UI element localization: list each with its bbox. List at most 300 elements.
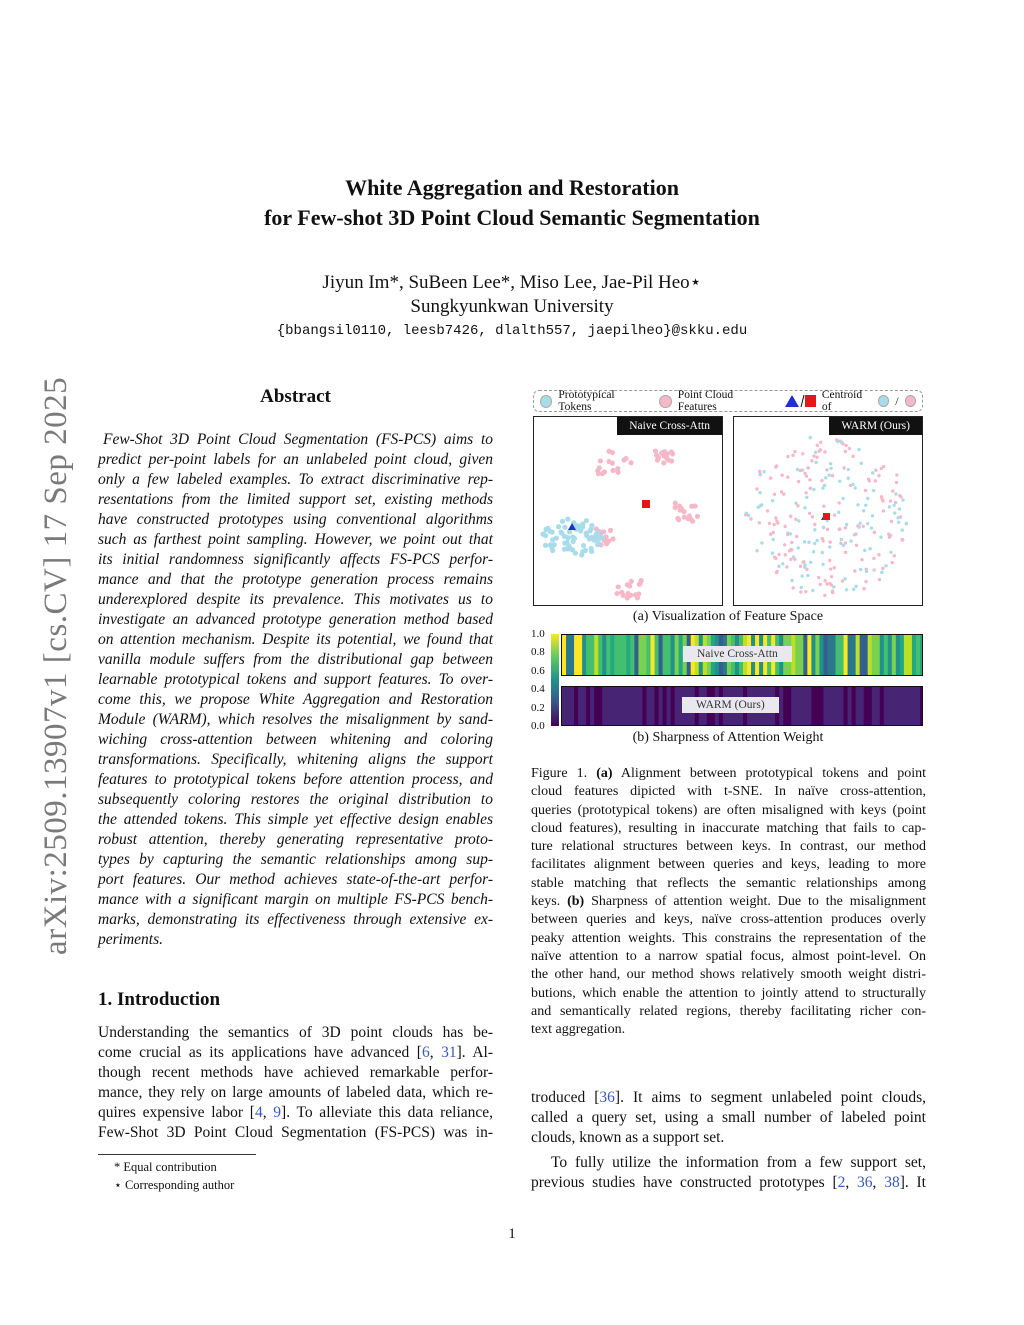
attention-weight-cell	[896, 687, 901, 726]
point-cloud-feature-point	[844, 450, 847, 453]
prototypical-token-point	[543, 543, 548, 548]
abstract-line: subsequently coloring restores the original distribution to	[98, 791, 493, 808]
attention-weight-cell	[892, 687, 897, 726]
citation-link[interactable]: 38	[884, 1174, 900, 1191]
citation-link[interactable]: 36	[599, 1089, 615, 1106]
point-cloud-feature-point	[635, 595, 640, 600]
point-cloud-feature-point	[795, 535, 798, 538]
prototypical-token-point	[814, 451, 817, 454]
attention-weight-cell	[864, 635, 869, 676]
point-cloud-feature-point	[823, 579, 826, 582]
prototypical-token-point	[816, 539, 819, 542]
body-line: called a query set, using a small number of labeled point	[531, 1109, 926, 1126]
prototypical-token-point	[821, 563, 824, 566]
prototypical-token-point	[842, 544, 845, 547]
attention-weight-cell	[823, 687, 828, 726]
point-cloud-feature-point	[888, 535, 891, 538]
attention-weight-cell	[880, 687, 885, 726]
panel-tag-naive: Naive Cross-Attn	[617, 417, 722, 435]
point-cloud-feature-point	[621, 593, 626, 598]
attention-weight-cell	[852, 687, 857, 726]
paper-title-line-2: for Few-shot 3D Point Cloud Semantic Segmentation	[264, 205, 760, 230]
attention-weight-cell	[634, 687, 639, 726]
point-cloud-feature-point	[786, 455, 789, 458]
attention-weight-cell	[663, 687, 668, 726]
point-cloud-feature-point	[815, 456, 818, 459]
attention-weight-cell	[868, 635, 873, 676]
attention-weight-cell	[815, 687, 820, 726]
point-cloud-feature-point	[661, 460, 666, 465]
point-cloud-feature-point	[822, 505, 825, 508]
point-cloud-feature-point	[675, 516, 680, 521]
point-cloud-feature-point	[882, 465, 885, 468]
arxiv-stamp: arXiv:2509.13907v1 [cs.CV] 17 Sep 2025	[38, 376, 74, 955]
point-cloud-feature-point	[786, 475, 789, 478]
point-cloud-feature-point	[769, 476, 772, 479]
prototypical-token-point	[797, 519, 800, 522]
point-cloud-feature-point	[881, 567, 884, 570]
attention-weight-cell	[807, 687, 812, 726]
point-cloud-feature-point	[758, 470, 761, 473]
attention-weight-cell	[582, 635, 587, 676]
prototypical-token-point	[558, 529, 563, 534]
prototypical-token-point	[583, 548, 588, 553]
colorbar-tick-label: 0.8	[531, 646, 545, 659]
point-cloud-feature-point	[893, 554, 896, 557]
attention-weight-cell	[578, 687, 583, 726]
attention-weight-cell	[912, 635, 917, 676]
point-cloud-feature-point	[891, 561, 894, 564]
point-cloud-feature-point	[785, 565, 788, 568]
point-cloud-feature-point	[749, 517, 752, 520]
prototypical-token-point	[870, 526, 873, 529]
centroid-markers-icon	[784, 394, 816, 408]
point-cloud-feature-point	[793, 558, 796, 561]
prototypical-token-point	[755, 549, 758, 552]
point-cloud-feature-point	[808, 478, 811, 481]
prototypical-token-point	[541, 531, 546, 536]
point-cloud-feature-point	[819, 448, 822, 451]
attention-weight-cell	[803, 635, 808, 676]
prototypical-token-point	[814, 461, 817, 464]
attention-weight-cell	[614, 687, 619, 726]
colorbar-tick-label: 1.0	[531, 628, 545, 640]
point-cloud-feature-point	[799, 590, 802, 593]
prototypical-token-point	[892, 504, 895, 507]
prototypical-token-point	[565, 517, 570, 522]
prototypical-token-point	[893, 511, 896, 514]
attention-weight-cell	[598, 687, 603, 726]
attention-weight-cell	[598, 635, 603, 676]
point-cloud-feature-point	[693, 503, 698, 508]
attention-weight-cell	[659, 687, 664, 726]
figure-caption	[531, 765, 926, 1039]
point-cloud-feature-point	[830, 575, 833, 578]
attention-weight-cell	[655, 687, 660, 726]
point-cloud-feature-point	[799, 565, 802, 568]
prototypical-token-point	[570, 534, 575, 539]
prototypical-token-point	[879, 536, 882, 539]
attention-weight-cell	[646, 687, 651, 726]
prototypical-token-point	[845, 588, 848, 591]
citation-link[interactable]: 4	[254, 1104, 263, 1121]
prototypical-token-point	[860, 462, 863, 465]
caption-line: the other hand, our method shows relatively smooth weight distri-	[531, 967, 926, 983]
abstract-line: the attended tokens. This simple yet effective design enables	[98, 811, 493, 828]
prototypical-token-point	[790, 579, 793, 582]
point-cloud-feature-point	[860, 558, 863, 561]
abstract-line: its initial randomness significantly affects FS-PCS perfor-	[98, 551, 493, 568]
point-cloud-feature-point	[826, 528, 829, 531]
prototypical-token-point	[762, 470, 765, 473]
point-cloud-feature-point	[790, 541, 793, 544]
abstract-line: features to prototypical tokens before attention process, and	[98, 771, 493, 788]
prototypical-token-point	[853, 486, 856, 489]
prototypical-token-point	[905, 522, 908, 525]
attention-weight-cell	[844, 687, 849, 726]
prototypical-token-point	[845, 523, 848, 526]
prototypical-token-point	[573, 551, 578, 556]
prototypical-token-point	[758, 491, 761, 494]
attention-weight-cell	[896, 635, 901, 676]
prototypical-token-point	[858, 522, 861, 525]
colorbar-gradient	[551, 634, 559, 726]
prototypical-token-point	[581, 543, 586, 548]
abstract-line: port features. Our method achieves state-of-the-art perfor-	[98, 871, 493, 888]
prototypical-token-point	[862, 509, 865, 512]
attention-weight-cell	[900, 635, 905, 676]
page-number: 1	[508, 1226, 516, 1242]
abstract-line: underexplored despite its prevalence. This motivates us to	[98, 591, 493, 608]
attention-weight-cell	[880, 635, 885, 676]
caption-line: naïve attention to a narrow spatial focus, almost point-level. On	[531, 948, 926, 964]
prototypical-token-point	[747, 514, 750, 517]
attention-weight-cell	[795, 635, 800, 676]
intro-line: mance, they rely on large amounts of labeled data, which re-	[98, 1084, 493, 1101]
point-cloud-feature-point	[877, 474, 880, 477]
prototypical-token-point	[829, 462, 832, 465]
point-cloud-feature-point	[773, 556, 776, 559]
prototypical-token-point	[854, 585, 857, 588]
attention-weight-cell	[638, 687, 643, 726]
colorbar-tick-label: 0.4	[531, 683, 545, 696]
point-cloud-feature-point	[786, 533, 789, 536]
attention-weight-cell	[888, 687, 893, 726]
attention-weight-cell	[827, 635, 832, 676]
prototypical-token-point	[849, 539, 852, 542]
subcaption-a: (a) Visualization of Feature Space	[632, 609, 824, 624]
prototypical-token-point	[857, 448, 860, 451]
point-cloud-feature-point	[777, 553, 780, 556]
point-cloud-feature-point	[874, 469, 877, 472]
point-cloud-feature-point	[864, 580, 867, 583]
point-cloud-feature-point	[669, 449, 674, 454]
scatter-panel-warm	[733, 416, 923, 606]
prototypical-token-point	[797, 546, 800, 549]
point-cloud-feature-point	[867, 478, 870, 481]
attention-weight-cell	[783, 687, 788, 726]
point-cloud-feature-point	[690, 519, 695, 524]
point-cloud-feature-point	[890, 520, 893, 523]
attention-weight-cell	[594, 687, 599, 726]
point-cloud-feature-point	[803, 472, 806, 475]
prototypical-token-point	[847, 468, 850, 471]
prototypical-token-point	[859, 568, 862, 571]
point-cloud-feature-point	[805, 568, 808, 571]
prototypical-token-point	[578, 525, 583, 530]
point-cloud-feature-point	[629, 579, 634, 584]
point-cloud-feature-point	[872, 557, 875, 560]
point-cloud-feature-point	[831, 591, 834, 594]
prototypical-token-point	[843, 577, 846, 580]
prototypical-token-point	[852, 588, 855, 591]
attention-weight-cell	[900, 687, 905, 726]
prototypical-token-point	[760, 503, 763, 506]
body-line: To fully utilize the information from a few support set,	[551, 1154, 926, 1171]
point-cloud-feature-point	[784, 553, 787, 556]
prototypical-token-point	[847, 477, 850, 480]
point-cloud-feature-point	[881, 499, 884, 502]
attention-weight-cell	[892, 635, 897, 676]
attention-weight-cell	[888, 635, 893, 676]
prototypical-token-point	[871, 514, 874, 517]
point-cloud-feature-point	[780, 490, 783, 493]
prototypical-token-point	[863, 549, 866, 552]
attention-weight-cell	[815, 635, 820, 676]
prototypical-token-point	[571, 539, 576, 544]
attention-weight-cell	[626, 687, 631, 726]
abstract-line: periments.	[98, 931, 164, 948]
caption-line: butions, which enable the attention to jointly attend to structurally	[531, 985, 926, 1001]
scatter-panel-naive	[533, 416, 723, 606]
prototypical-token-point	[812, 550, 815, 553]
prototypical-token-point	[566, 535, 571, 540]
point-cloud-feature-point	[783, 525, 786, 528]
attention-weight-cell	[811, 687, 816, 726]
prototypical-token-point	[807, 541, 810, 544]
prototypical-token-point	[771, 499, 774, 502]
point-cloud-feature-point	[851, 455, 854, 458]
point-cloud-feature-point	[835, 438, 838, 441]
prototypical-token-point	[901, 528, 904, 531]
abstract-line: transformations. Specifically, whitening aligns the support	[98, 751, 493, 768]
attention-weight-cell	[582, 687, 587, 726]
attention-weight-cell	[630, 687, 635, 726]
prototypical-token-point	[800, 586, 803, 589]
caption-line: cloud features dipicted with t-SNE. In naïve cross-attention,	[531, 784, 926, 800]
point-cloud-feature-point	[813, 523, 816, 526]
point-cloud-feature-point	[854, 532, 857, 535]
attention-weight-cell	[566, 635, 571, 676]
citation-link[interactable]: 36	[857, 1174, 873, 1191]
attention-weight-cell	[779, 687, 784, 726]
prototypical-token-point	[813, 542, 816, 545]
abstract-body	[98, 430, 493, 950]
point-cloud-feature-point	[816, 444, 819, 447]
point-cloud-feature-point	[775, 570, 778, 573]
attention-weight-cell	[920, 687, 923, 726]
point-cloud-feature-point	[776, 521, 779, 524]
point-cloud-feature-point	[666, 457, 671, 462]
attention-weight-cell	[602, 635, 607, 676]
abstract-line: mance and that the prototype generation process remains	[98, 571, 493, 588]
panel-tag-warm: WARM (Ours)	[829, 417, 922, 435]
point-cloud-feature-point	[844, 444, 847, 447]
attention-weight-cell	[848, 687, 853, 726]
prototypical-token-point	[562, 541, 567, 546]
legend-centroid-label: Centroid of	[821, 389, 863, 413]
point-cloud-feature-point	[677, 504, 682, 509]
citation-link[interactable]: 6	[421, 1044, 430, 1061]
citation-link[interactable]: 9	[273, 1104, 282, 1121]
point-cloud-feature-point	[874, 479, 877, 482]
prototypical-token-point	[772, 538, 775, 541]
attention-weight-cell	[864, 687, 869, 726]
point-cloud-feature-point	[673, 500, 678, 505]
attention-weight-cell	[570, 635, 575, 676]
prototypical-token-point	[894, 492, 897, 495]
attention-weight-cell	[819, 687, 824, 726]
attention-weight-cell	[831, 687, 836, 726]
feature-centroid-square	[642, 500, 650, 508]
point-cloud-feature-point	[598, 458, 603, 463]
point-cloud-feature-point	[853, 569, 856, 572]
attention-weight-cell	[586, 687, 591, 726]
prototypical-token-point	[866, 497, 869, 500]
prototypical-token-point	[897, 516, 900, 519]
attention-weight-cell	[799, 635, 804, 676]
caption-line: Figure 1. (a) Alignment between prototypical tokens and point	[531, 766, 926, 781]
point-cloud-feature-point	[772, 523, 775, 526]
colorbar-tick-label: 0.2	[531, 701, 545, 714]
point-cloud-feature-point	[809, 487, 812, 490]
point-cloud-feature-point	[789, 558, 792, 561]
caption-line: text aggregation.	[531, 1022, 626, 1038]
citation-link[interactable]: 2	[837, 1174, 846, 1191]
prototypical-token-point	[550, 537, 555, 542]
attention-weight-cell	[638, 635, 643, 676]
prototypical-token-point	[824, 476, 827, 479]
point-cloud-feature-point	[682, 515, 687, 520]
point-cloud-feature-point	[695, 514, 700, 519]
point-cloud-feature-point	[780, 474, 783, 477]
attention-weight-cell	[795, 687, 800, 726]
point-cloud-feature-point	[755, 487, 758, 490]
attention-weight-cell	[904, 687, 909, 726]
prototypical-token-point	[888, 505, 891, 508]
abstract-heading: Abstract	[260, 386, 331, 407]
point-cloud-feature-point	[889, 499, 892, 502]
legend-pc-label: Point Cloud Features	[677, 389, 734, 413]
point-cloud-feature-point	[801, 560, 804, 563]
abstract-line: robust attention, thereby generating representative proto-	[98, 831, 493, 848]
point-cloud-feature-point	[799, 469, 802, 472]
prototypical-token-point	[821, 551, 824, 554]
abstract-line: come this, we propose White Aggregation and Restoration	[98, 691, 493, 708]
attention-weight-cell	[614, 635, 619, 676]
point-cloud-feature-point	[820, 479, 823, 482]
point-cloud-feature-point	[898, 494, 901, 497]
intro-line: quires expensive labor [4, 9]. To alleviate this data reliance,	[98, 1104, 494, 1121]
prototypical-token-point	[822, 526, 825, 529]
prototypical-token-point	[757, 506, 760, 509]
prototypical-token-point	[864, 504, 867, 507]
point-cloud-feature-point	[887, 532, 890, 535]
attention-weight-cell	[823, 635, 828, 676]
attention-weight-cell	[908, 635, 913, 676]
caption-line: keys. (b) Sharpness of attention weight. Due to the misalignment	[531, 894, 926, 910]
intro-line: Few-Shot 3D Point Cloud Segmentation (FS-PCS) was in-	[98, 1124, 493, 1141]
point-cloud-feature-point	[794, 518, 797, 521]
point-cloud-feature-point	[804, 590, 807, 593]
scatter-plot-warm	[734, 417, 921, 604]
attention-weight-cell	[618, 635, 623, 676]
point-cloud-feature-point	[819, 583, 822, 586]
prototypical-token-point	[837, 511, 840, 514]
attention-weight-cell	[667, 687, 672, 726]
prototypical-token-point	[838, 480, 841, 483]
attention-weight-cell	[827, 687, 832, 726]
prototypical-token-point	[889, 551, 892, 554]
attention-weight-cell	[659, 635, 664, 676]
attention-weight-cell	[655, 635, 660, 676]
attention-weight-cell	[799, 687, 804, 726]
attention-weight-cell	[807, 635, 812, 676]
prototypical-token-point	[812, 488, 815, 491]
intro-line: though recent methods have achieved remarkable perfor-	[98, 1064, 493, 1081]
point-cloud-feature-point	[808, 512, 811, 515]
intro-body	[98, 1023, 493, 1143]
attention-weight-cell	[876, 687, 881, 726]
point-cloud-feature-point	[900, 538, 903, 541]
point-cloud-feature-point	[878, 578, 881, 581]
point-cloud-feature-point	[811, 515, 814, 518]
attention-weight-cell	[586, 635, 591, 676]
point-cloud-feature-point	[830, 583, 833, 586]
prototypical-token-point	[865, 570, 868, 573]
prototypical-token-point	[562, 525, 567, 530]
attention-weight-cell	[610, 687, 615, 726]
point-cloud-feature-point	[744, 513, 747, 516]
point-cloud-feature-point	[833, 566, 836, 569]
point-cloud-feature-point	[828, 540, 831, 543]
prototypical-token-point	[545, 526, 550, 531]
attention-weight-cell	[570, 687, 575, 726]
prototypical-token-point	[871, 471, 874, 474]
point-cloud-feature-point	[838, 527, 841, 530]
proto-dot-icon	[878, 395, 889, 407]
prototypical-token-point	[806, 574, 809, 577]
caption-line: stable matching that reflects the semantic relationships among	[531, 875, 926, 891]
body-line: clouds, known as a support set.	[531, 1129, 725, 1146]
attention-weight-cell	[606, 635, 611, 676]
scatter-plot-naive	[534, 417, 721, 604]
prototypical-token-point	[600, 535, 605, 540]
prototypical-token-point	[800, 574, 803, 577]
footnote-equal-contribution: * Equal contribution	[114, 1160, 217, 1174]
point-cloud-feature-point	[829, 567, 832, 570]
caption-line: and semantically related regions, thereby facilitating richer con-	[531, 1003, 926, 1019]
point-cloud-feature-point	[895, 481, 898, 484]
point-cloud-feature-point	[773, 493, 776, 496]
attention-weight-cell	[663, 635, 668, 676]
author-list: Jiyun Im*, SuBeen Lee*, Miso Lee, Jae-Pil Heo⋆	[322, 272, 702, 293]
attention-weight-cell	[884, 687, 889, 726]
point-cloud-feature-point	[801, 452, 804, 455]
point-cloud-feature-point	[833, 513, 836, 516]
point-cloud-feature-point	[608, 528, 613, 533]
citation-link[interactable]: 31	[441, 1044, 457, 1061]
